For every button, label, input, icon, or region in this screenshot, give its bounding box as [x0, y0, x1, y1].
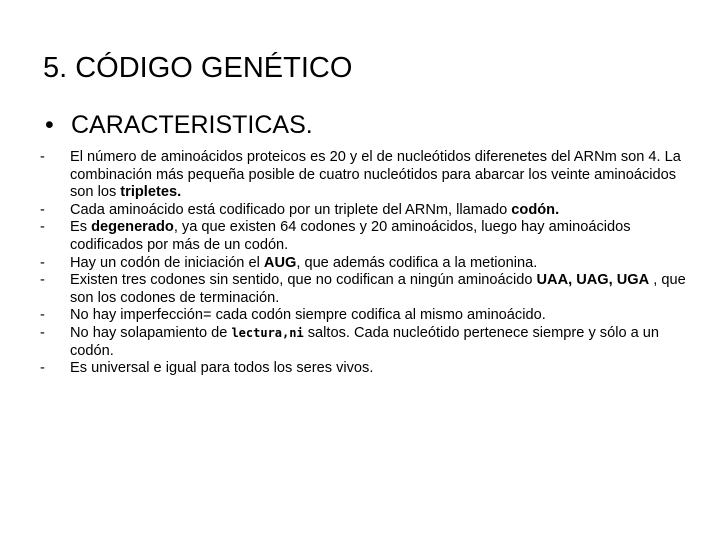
item-text-tail: , que son los codones de terminación.: [70, 272, 686, 306]
item-text: Es universal e igual para todos los seres vivos.: [70, 360, 374, 377]
dash-marker: -: [40, 272, 45, 289]
list-item: [40, 255, 690, 273]
item-text: No hay solapamiento de: [70, 324, 232, 341]
characteristics-list: [40, 149, 690, 378]
dash-marker: -: [40, 324, 45, 341]
item-emphasis: tripletes.: [120, 184, 182, 201]
item-text-tail: saltos. Cada nucleótido pertenece siempre y sólo a un codón.: [70, 324, 660, 359]
section-heading: [45, 110, 313, 140]
section-heading-text: CARACTERISTICAS.: [71, 111, 313, 139]
item-text: Es: [70, 219, 92, 236]
slide-title: 5. CÓDIGO GENÉTICO: [43, 52, 353, 84]
item-emphasis: lectura,ni: [231, 325, 304, 340]
dash-marker: -: [40, 307, 45, 324]
bullet-icon: •: [45, 111, 54, 139]
item-text: No hay imperfección= cada codón siempre codifica al mismo aminoácido.: [70, 307, 546, 324]
dash-marker: -: [40, 201, 45, 218]
list-item: [40, 307, 690, 325]
list-item: [40, 149, 690, 202]
list-item: [40, 219, 690, 254]
list-item: [40, 272, 690, 307]
item-text: Existen tres codones sin sentido, que no codifican a ningún aminoácido: [70, 272, 537, 289]
item-emphasis: AUG: [263, 254, 297, 271]
item-text: Cada aminoácido está codificado por un triplete del ARNm, llamado: [70, 201, 512, 218]
item-emphasis: codón.: [511, 201, 560, 218]
dash-marker: -: [40, 219, 45, 236]
item-text-tail: , que además codifica a la metionina.: [296, 254, 538, 271]
list-item: [40, 360, 690, 378]
item-text: Hay un codón de iniciación el: [70, 254, 264, 271]
list-item: [40, 325, 690, 360]
item-text: El número de aminoácidos proteicos es 20 y el de nucleótidos diferenetes del ARNm son 4. La combinación más pequeña posible de cuatro nucleótidos para abarcar los veinte aminoácidos son los: [70, 149, 681, 201]
item-emphasis: degenerado: [91, 219, 174, 236]
item-emphasis: UAA, UAG, UGA: [536, 272, 650, 289]
list-item: [40, 202, 690, 220]
dash-marker: -: [40, 360, 45, 377]
dash-marker: -: [40, 254, 45, 271]
dash-marker: -: [40, 149, 45, 165]
item-text-tail: , ya que existen 64 codones y 20 aminoácidos, luego hay aminoácidos codificados por más de un codón.: [70, 219, 631, 253]
